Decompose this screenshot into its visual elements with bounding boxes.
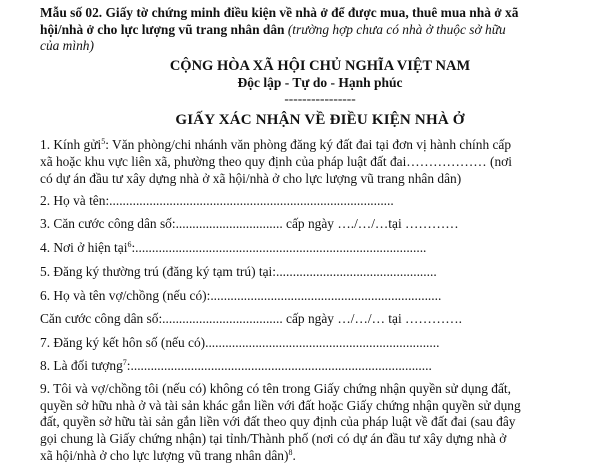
field-spouse-id-card: Căn cước công dân số:.................................... cấp ngày …/…/… tại …………. xyxy=(40,311,462,326)
country-name: CỘNG HÒA XÃ HỘI CHỦ NGHĨA VIỆT NAM xyxy=(169,58,471,74)
field-id-card: 3. Căn cước công dân số:................................ cấp ngày …./…/…tại ………… xyxy=(40,216,459,231)
form-title-cont: hội/nhà ở cho lực lượng vũ trang nhân dân xyxy=(40,22,288,37)
form-note: (trường hợp chưa có nhà ở thuộc sở hữu xyxy=(287,22,506,37)
field-marriage-registration: 7. Đăng ký kết hôn số (nếu có)...................................................................... xyxy=(40,335,440,350)
form-heading-line-1 xyxy=(40,5,518,21)
item-1-line-2: xã hoặc khu vực liên xã, phường theo quy định của pháp luật đất đai……………… (nơi xyxy=(40,154,512,169)
form-heading-line-2 xyxy=(40,22,506,38)
item-9-line-2: quyền sở hữu nhà ở và tài sản khác gắn liền với đất hoặc Giấy chứng nhận quyền sử dụng xyxy=(40,398,521,413)
form-title: Giấy tờ chứng minh điều kiện về nhà ở để được mua, thuê mua nhà ở xã xyxy=(102,5,519,20)
motto-divider: ---------------- xyxy=(284,91,356,106)
item-9-line-1: 9. Tôi và vợ/chồng tôi (nếu có) không có tên trong Giấy chứng nhận quyền sử dụng đất, xyxy=(40,381,511,396)
field-registered-residence: 5. Đăng ký thường trú (đăng ký tạm trú) tại:................................................ xyxy=(40,264,437,279)
form-note-cont: của mình) xyxy=(40,38,94,53)
document-title: GIẤY XÁC NHẬN VỀ ĐIỀU KIỆN NHÀ Ở xyxy=(175,112,465,128)
national-motto: Độc lập - Tự do - Hạnh phúc xyxy=(237,75,403,90)
field-beneficiary-type: 8. Là đối tượng$^7$:.......................................................................................... xyxy=(40,358,432,373)
item-1-line-1: 1. Kính gửi$^5$: Văn phòng/chi nhánh văn phòng đăng ký đất đai tại đơn vị hành chính cấp xyxy=(40,137,512,152)
field-current-residence: 4. Nơi ở hiện tại$^6$:....................................................................................... xyxy=(40,240,427,255)
field-spouse-name: 6. Họ và tên vợ/chồng (nếu có):..................................................................... xyxy=(40,288,442,303)
item-9-line-5: xã hội/nhà ở cho lực lượng vũ trang nhân dân)$^8$. xyxy=(40,448,296,463)
form-number: Mẫu số 02. xyxy=(40,5,103,20)
item-9-line-4: gọi chung là Giấy chứng nhận) tại tỉnh/Thành phố (nơi có dự án đầu tư xây dựng nhà ở xyxy=(40,431,507,446)
item-1-line-3: có dự án đầu tư xây dựng nhà ở xã hội/nhà ở cho lực lượng vũ trang nhân dân) xyxy=(40,171,462,186)
item-9-line-3: đất, quyền sở hữu tài sản gắn liền với đất theo quy định của pháp luật về đất đai (sau đây xyxy=(40,414,516,429)
field-full-name: 2. Họ và tên:..................................................................................... xyxy=(40,193,394,208)
